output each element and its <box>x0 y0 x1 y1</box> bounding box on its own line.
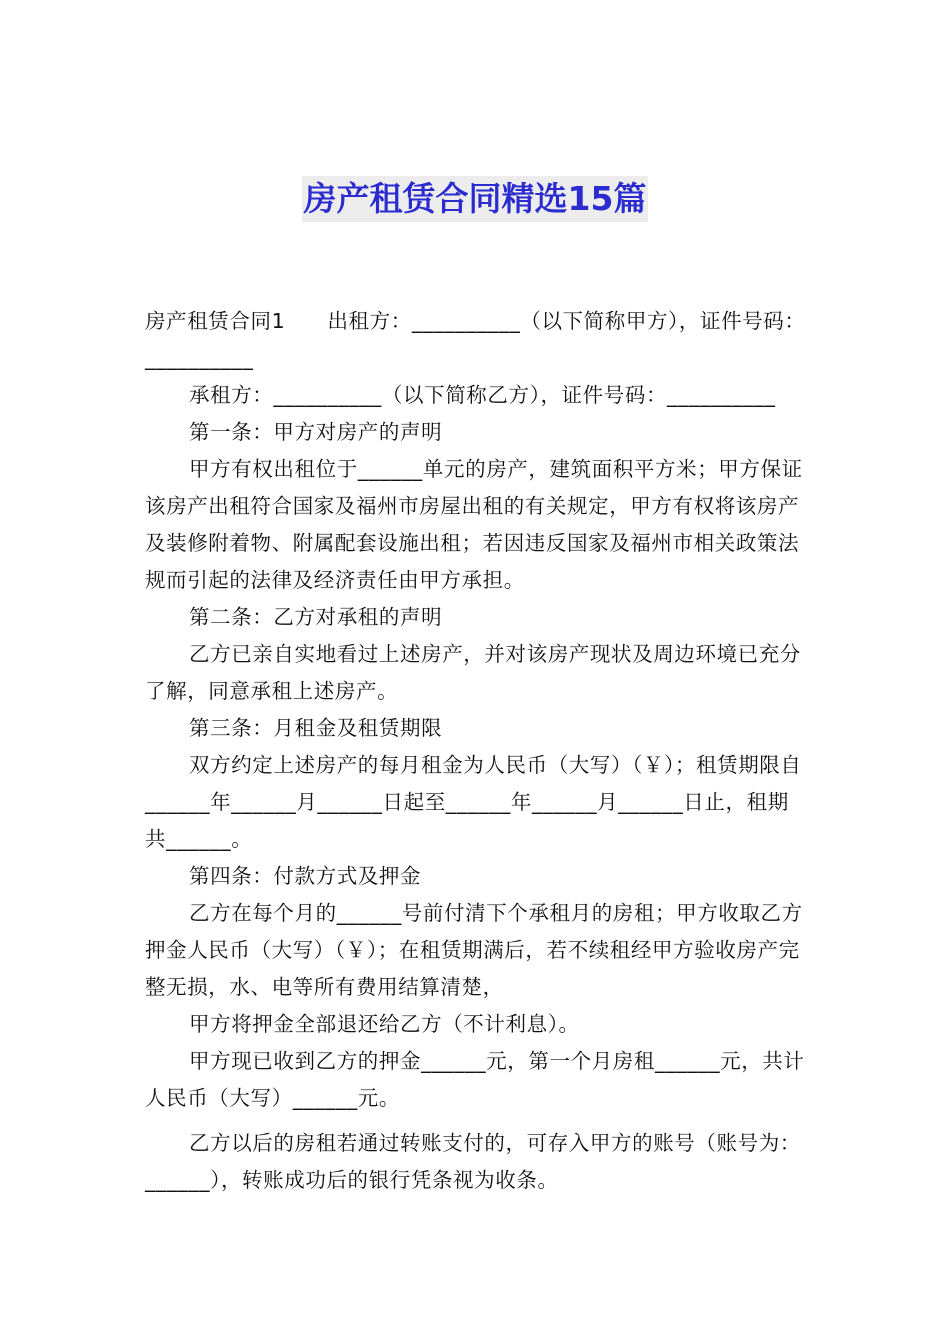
title-container <box>0 176 950 222</box>
document-title: 房产租赁合同精选15篇 <box>302 176 649 222</box>
clause-4-heading: 第四条：付款方式及押金 <box>189 864 422 888</box>
clause-1-body: 甲方有权出租位于______单元的房产，建筑面积平方米；甲方保证该房产出租符合国家及福州市房屋出租的有关规定，甲方有权将该房产及装修附着物、附属配套设施出租；若因违反国家及福州市相关政策法规而引起的法律及经济责任由甲方承担。 <box>145 457 803 592</box>
paragraph-lessee: 承租方：__________（以下简称乙方），证件号码：__________ <box>189 383 776 407</box>
clause-3-heading: 第三条：月租金及租赁期限 <box>189 716 443 740</box>
clause-4-deposit-return: 甲方将押金全部退还给乙方（不计利息）。 <box>189 1012 580 1036</box>
clause-3-body: 双方约定上述房产的每月租金为人民币（大写）（￥）；租赁期限自______年______月______日起至______年______月______日止，租期共______。 <box>145 753 802 851</box>
clause-4-transfer: 乙方以后的房租若通过转账支付的，可存入甲方的账号（账号为：______），转账成功后的银行凭条视为收条。 <box>145 1131 801 1192</box>
clause-1-heading: 第一条：甲方对房产的声明 <box>189 420 443 444</box>
clause-4-payment-received: 甲方现已收到乙方的押金______元，第一个月房租______元，共计人民币（大写）______元。 <box>145 1049 805 1110</box>
clause-2-heading: 第二条：乙方对承租的声明 <box>189 605 443 629</box>
clause-4-body: 乙方在每个月的______号前付清下个承租月的房租；甲方收取乙方押金人民币（大写）（￥）；在租赁期满后，若不续租经甲方验收房产完整无损，水、电等所有费用结算清楚， <box>145 901 803 999</box>
paragraph-header-parties: 房产租赁合同1 出租方：__________（以下简称甲方），证件号码：__________ <box>145 309 806 370</box>
document-body <box>145 303 809 1199</box>
clause-2-body: 乙方已亲自实地看过上述房产，并对该房产现状及周边环境已充分了解，同意承租上述房产。 <box>145 642 801 703</box>
